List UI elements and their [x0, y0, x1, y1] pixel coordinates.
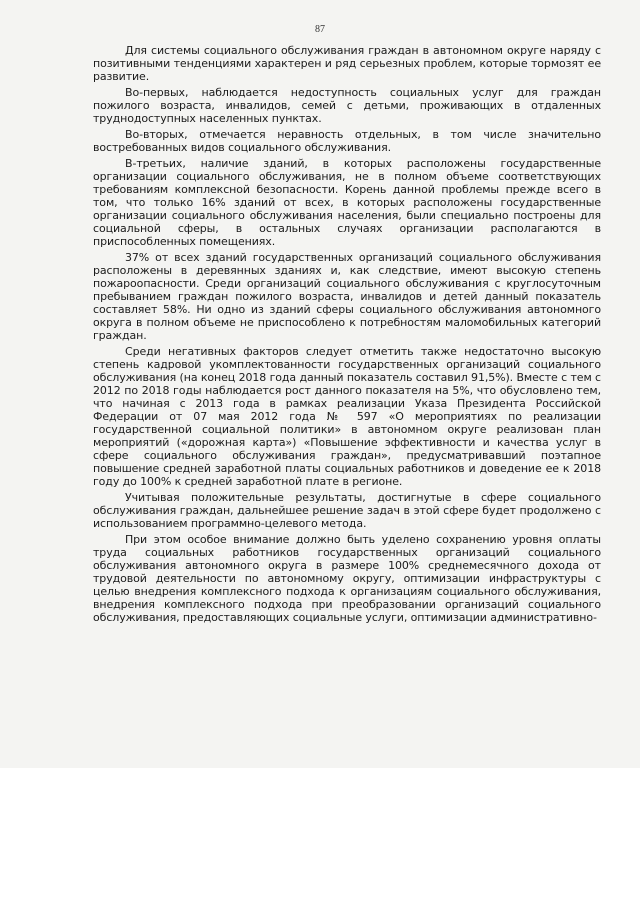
paragraph: При этом особое внимание должно быть уделено сохранению уровня оплаты труда социальных работников государственных организаций социального обслуживания автономного округа в размере 100% среднемесячного дохода от трудовой деятельности по автономному округу, оптимизации инфраструктуры с целью внедрения комплексного подхода к организациям социального обслуживания, внедрения комплексного подхода при преобразовании организаций социального обслуживания, предоставляющих социальные услуги, оптимизации административно- — [93, 533, 601, 624]
page-number: 87 — [315, 24, 325, 35]
paragraph: 37% от всех зданий государственных организаций социального обслуживания расположены в деревянных зданиях и, как следствие, имеют высокую степень пожароопасности. Среди организаций социального обслуживания с круглосуточным пребыванием граждан пожилого возраста, инвалидов и детей данный показатель составляет 58%. Ни одно из зданий сферы социального обслуживания автономного округа в полном объеме не приспособлено к потребностям маломобильных категорий граждан. — [93, 251, 601, 342]
paragraph: Среди негативных факторов следует отметить также недостаточно высокую степень кадровой укомплектованности государственных организаций социального обслуживания (на конец 2018 года данный показатель составил 91,5%). Вместе с тем с 2012 по 2018 годы наблюдается рост данного показателя на 5%, что обусловлено тем, что начиная с 2013 года в рамках реализации Указа Президента Российской Федерации от 07 мая 2012 года № 597 «О мероприятиях по реализации государственной социальной политики» в автономном округе реализован план мероприятий («дорожная карта») «Повышение эффективности и качества услуг в сфере социального обслуживания граждан», предусматривавший поэтапное повышение средней заработной платы социальных работников и доведение ее к 2018 году до 100% к средней заработной плате в регионе. — [93, 345, 601, 488]
paragraph: Во-вторых, отмечается неравность отдельных, в том числе значительно востребованных видов социального обслуживания. — [93, 128, 601, 154]
paragraph: Учитывая положительные результаты, достигнутые в сфере социального обслуживания граждан, дальнейшее решение задач в этой сфере будет продолжено с использованием программно-целевого метода. — [93, 491, 601, 530]
blank-area — [0, 768, 640, 905]
paragraph: В-третьих, наличие зданий, в которых расположены государственные организации социального обслуживания, не в полном объеме соответствующих требованиям комплексной безопасности. Корень данной проблемы прежде всего в том, что только 16% зданий от всех, в которых расположены государственные организации социального обслуживания населения, были специально построены для социальной сферы, в остальных случаях организации располагаются в приспособленных помещениях. — [93, 157, 601, 248]
document-body — [93, 44, 601, 627]
paragraph: Во-первых, наблюдается недоступность социальных услуг для граждан пожилого возраста, инвалидов, семей с детьми, проживающих в отдаленных труднодоступных населенных пунктах. — [93, 86, 601, 125]
paragraph: Для системы социального обслуживания граждан в автономном округе наряду с позитивными тенденциями характерен и ряд серьезных проблем, которые тормозят ее развитие. — [93, 44, 601, 83]
